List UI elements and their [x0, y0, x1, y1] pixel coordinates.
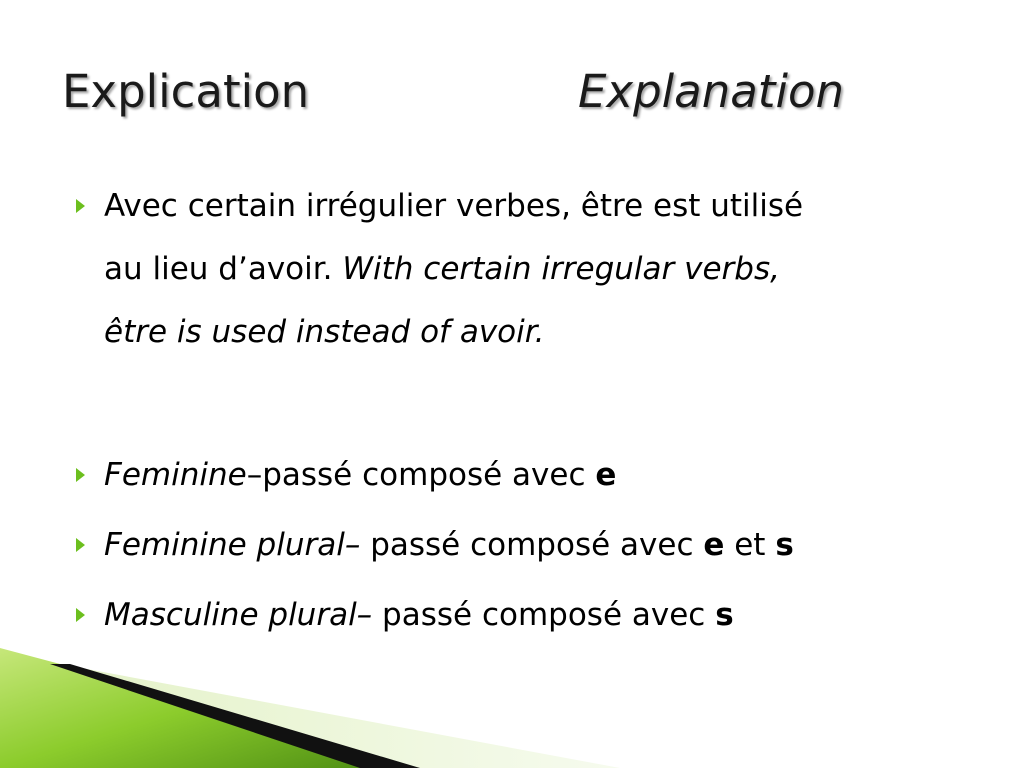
right-triangle-bullet-icon: [76, 468, 85, 482]
bullet-2-label: Feminine: [104, 457, 247, 493]
bullet-1-line-2: [104, 238, 964, 301]
bullet-3-ending-e: e: [703, 527, 725, 563]
bullet-1-line-1: Avec certain irrégulier verbes, être est utilisé: [104, 188, 804, 224]
bullet-3-connector: et: [724, 527, 776, 563]
bullet-2-ending: e: [595, 457, 617, 493]
title-french: Explication: [62, 65, 310, 118]
bullet-4-text: passé composé avec: [372, 597, 716, 633]
bullet-4-label: Masculine plural–: [104, 597, 373, 633]
bullet-1-line-3: être is used instead of avoir.: [104, 314, 545, 350]
title-english: Explanation: [578, 65, 845, 118]
bullet-feminine-plural: [104, 514, 964, 577]
bullet-3-text: passé composé avec: [360, 527, 704, 563]
bullet-etre-explanation: [104, 175, 964, 364]
bullet-1-english-start: With certain irregular verbs,: [342, 251, 780, 287]
bullet-3-label: Feminine plural–: [104, 527, 361, 563]
right-triangle-bullet-icon: [76, 608, 85, 622]
bullet-4-ending: s: [715, 597, 734, 633]
bullet-3-ending-s: s: [775, 527, 794, 563]
bullet-feminine: [104, 444, 964, 507]
right-triangle-bullet-icon: [76, 538, 85, 552]
bullet-masculine-plural: [104, 584, 964, 647]
bullet-1-french-end: au lieu d’avoir.: [104, 251, 343, 287]
bullet-2-text: –passé composé avec: [246, 457, 596, 493]
right-triangle-bullet-icon: [76, 199, 85, 213]
